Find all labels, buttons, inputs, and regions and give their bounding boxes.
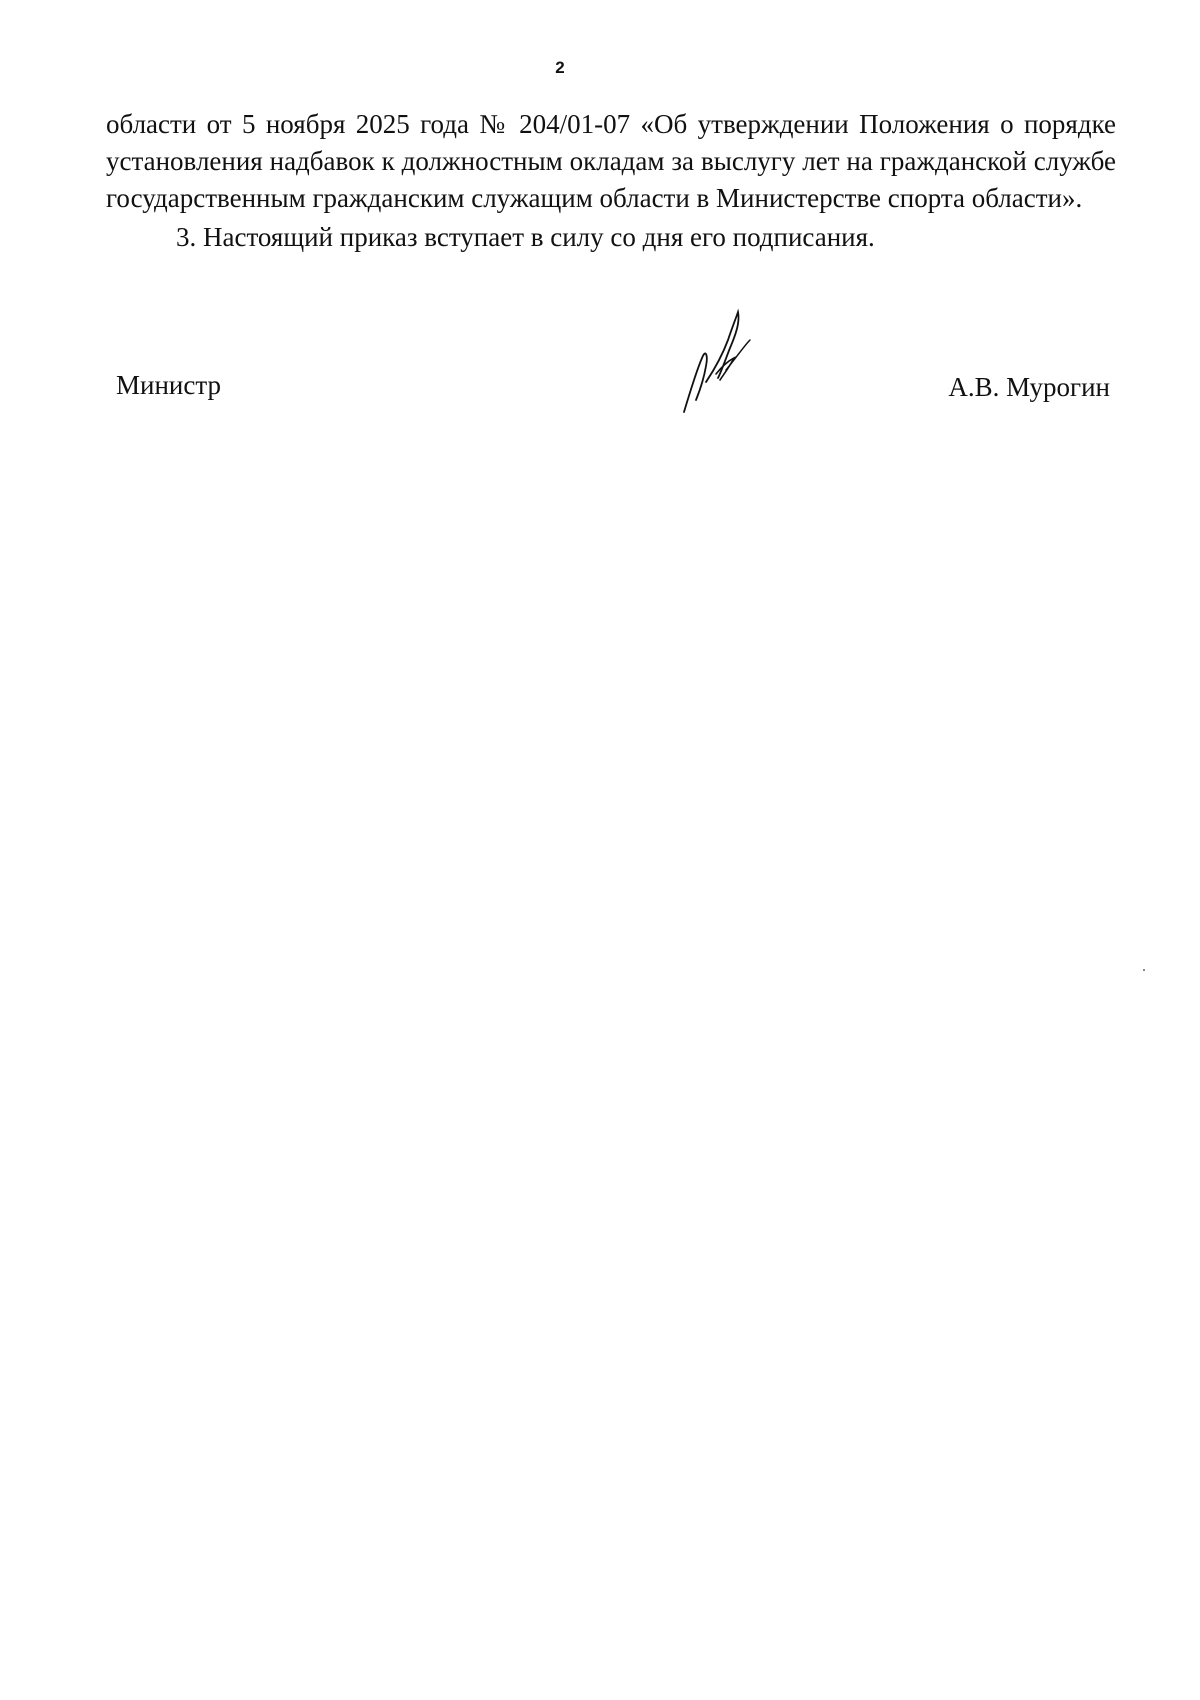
signer-name: А.В. Мурогин: [948, 372, 1110, 402]
paragraph-3: 3. Настоящий приказ вступает в силу со дня его подписания.: [176, 222, 875, 252]
paragraph-continuation: области от 5 ноября 2025 года № 204/01-07 «Об утверждении Положения о порядке установления надбавок к должностным окладам за выслугу лет на гражданской службе государственным гражданским служащим области в Министерстве спорта области».: [106, 109, 1116, 213]
handwritten-signature: [666, 300, 786, 420]
page-number: 2: [555, 58, 565, 77]
document-body: [106, 106, 1116, 256]
signer-position: Министр: [116, 370, 221, 400]
signature-block: [106, 300, 1116, 420]
scan-speck: [1143, 969, 1145, 971]
